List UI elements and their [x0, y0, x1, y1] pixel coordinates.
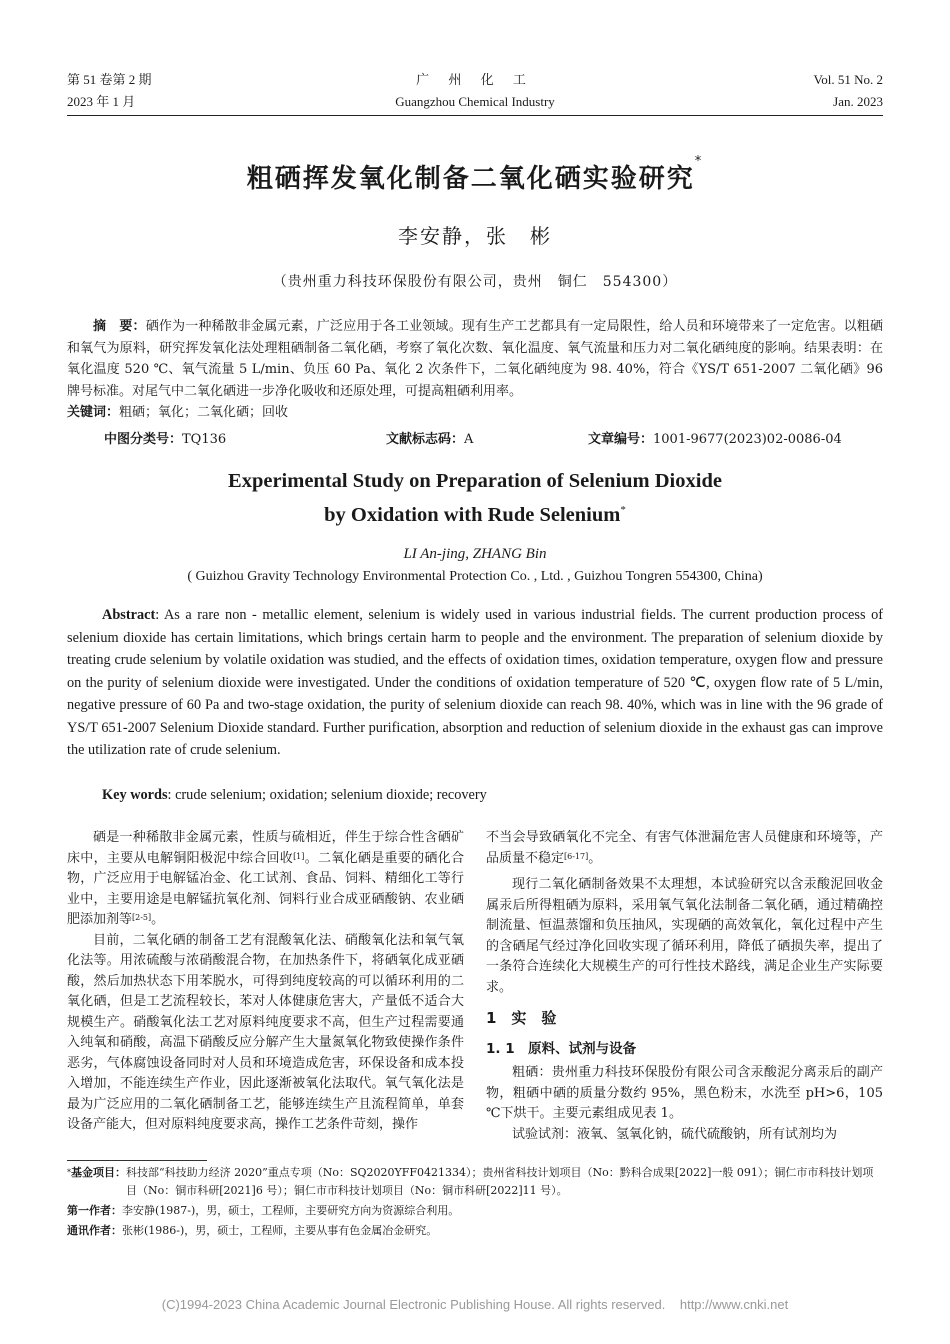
body-paragraph: 目前，二氧化硒的制备工艺有混酸氧化法、硝酸氧化法和氧气氧化法等。用浓硫酸与浓硝酸混合物，在加热条件下，将硒氧化成亚硒酸，然后加热状态下用苯脱水，可得到纯度较高的可以循环利用的二氧化硒，但是工艺流程较长，苯对人体健康危害大，产量低不适合大规模生产。硝酸氧化法工艺对原料纯度要求不高，但生产过程需要通入纯氧和硝酸，高温下硝酸反应分解产生大量氮氧化物致使操作条件恶劣，气体腐蚀设备同时对人员和环境造成危害，环保设备和成本投入增加，不能连续生产作业，因此逐渐被氧化法取代。氧气氧化法是最为广泛应用的二氧化硒制备工艺，能够连续生产且流程简单，单套设备产能大，但对原料纯度要求高，操作工艺条件苛刻，操作: [67, 932, 464, 1132]
body-paragraph: 试验试剂：液氧、氢氧化钠，硫代硫酸钠，所有试剂均为: [512, 1126, 838, 1142]
footnote-first-author-label: 第一作者：: [67, 1204, 122, 1217]
document-code: [386, 428, 473, 447]
keywords-en: [67, 784, 883, 807]
article-number-value: 1001-9677(2023)02-0086-04: [653, 432, 842, 447]
abstract-en: [67, 604, 883, 762]
footnote-funding-label: 基金项目：: [71, 1166, 126, 1179]
header-right-line2: Jan. 2023: [833, 94, 883, 109]
document-code-label: 文献标志码：: [386, 432, 465, 447]
body-right-column: [486, 828, 883, 1145]
body-paragraph: 粗硒：贵州重力科技环保股份有限公司含汞酸泥分离汞后的副产物，粗硒中硒的质量分数约 95%，黑色粉末，水洗至 pH>6，105 ℃下烘干。主要元素组成见表 1。: [486, 1065, 883, 1121]
footnote-first-author-text: 李安静(1987-)，男，硕士，工程师，主要研究方向为资源综合利用。: [122, 1204, 460, 1217]
body-text: 不当会导致硒氧化不完全、有害气体泄漏危害人员健康和环境等，产品质量不稳定: [486, 830, 883, 866]
body-text: 。: [151, 912, 165, 927]
header-volume-en: [633, 69, 883, 113]
abstract-zh-text: 硒作为一种稀散非金属元素，广泛应用于各工业领域。现有生产工艺都具有一定局限性，给人员和环境带来了一定危害。以粗硒和氧气为原料，研究挥发氧化法处理粗硒制备二氧化硒，考察了氧化次数、氧化温度、氧气流量和压力对二氧化硒纯度的影响。结果表明：在氧化温度 520 ℃、氧气流量 5 L/min、负压 60 Pa、氧化 2 次条件下，二氧化硒纯度为 98. 40%，符合《YS/T 651-2007 二氧化硒》96 牌号标准。对尾气中二氧化硒进一步净化吸收和还原处理，可提高粗硒利用率。: [67, 319, 883, 399]
abstract-zh: [67, 316, 883, 402]
title-en-line2: by Oxidation with Rude Selenium: [324, 503, 621, 526]
article-number-label: 文章编号：: [588, 432, 654, 447]
body-text: 。二氧化硒是重要的硒化合物，广泛应用于电解锰冶金、化工试剂、食品、饲料、精细化工等行业中，主要用途是电解锰抗氧化剂、饲料行业合成亚硒酸钠、农业硒肥添加剂等: [67, 850, 464, 927]
copyright-notice: (C)1994-2023 China Academic Journal Electronic Publishing House. All rights reserved. http://www.cnki.net: [161, 1297, 789, 1312]
header-left-line2: 2023 年 1 月: [67, 94, 136, 109]
header-journal-name: [325, 69, 625, 113]
clc-number: [104, 428, 226, 447]
title-en-line1: Experimental Study on Preparation of Selenium Dioxide: [228, 470, 722, 492]
footnote-first-author: [67, 1202, 883, 1220]
keywords-en-label: Key words: [102, 787, 168, 803]
abstract-en-label: Abstract: [102, 607, 156, 623]
header-rule: [67, 115, 883, 116]
header-journal-zh: 广 州 化 工: [416, 72, 534, 87]
keywords-zh-text: 粗硒；氧化；二氧化硒；回收: [119, 405, 289, 420]
title-en-footnote-mark: *: [620, 504, 626, 516]
footnote-rule: [67, 1160, 207, 1161]
affiliation-en: ( Guizhou Gravity Technology Environmental Protection Co. , Ltd. , Guizhou Tongren 554300, China): [187, 569, 763, 584]
title-zh-text: 粗硒挥发氧化制备二氧化硒实验研究: [246, 164, 695, 194]
clc-label: 中图分类号：: [104, 432, 183, 447]
body-left-column: [67, 828, 464, 1136]
authors-zh: 李安静，张 彬: [398, 224, 552, 248]
header-right-line1: Vol. 51 No. 2: [813, 72, 883, 87]
header-journal-en: Guangzhou Chemical Industry: [395, 94, 555, 109]
header-volume-issue: [67, 69, 152, 113]
footnotes: [67, 1164, 883, 1240]
header-left-line1: 第 51 卷第 2 期: [67, 72, 152, 87]
body-text: 硒是一种稀散非金属元素，性质与硫相近，伴生于综合性含硒矿床中，主要从电解铜阳极泥中综合回收: [67, 830, 464, 866]
footnote-corresponding-author: [67, 1222, 883, 1240]
abstract-en-text: : As a rare non - metallic element, selenium is widely used in various industrial fields. The current production process of selenium dioxide has certain limitations, which brings certain harm to people and the environment. The preparation of selenium dioxide by treating crude selenium by volatile oxidation was studied, and the effects of oxidation times, oxidation temperature, oxygen flow and pressure on the purity of selenium dioxide were investigated. Under the conditions of oxidation temperature of 520 ℃, oxygen flow rate of 5 L/min, negative pressure of 60 Pa and two-stage oxidation, the purity of selenium dioxide can reach 98. 40%, which was in line with the 96 grade of YS/T 651-2007 Selenium Dioxide standard. Further purification, absorption and reduction of selenium dioxide in the exhaust gas can improve the utilization rate of crude selenium.: [67, 607, 883, 758]
footnote-mark: *: [67, 1168, 71, 1177]
document-code-value: A: [464, 432, 474, 447]
subsection-heading-materials: 1. 1 原料、试剂与设备: [486, 1040, 637, 1057]
abstract-zh-label: 摘 要：: [93, 319, 146, 334]
footnote-corresponding-author-text: 张彬(1986-)，男，硕士，工程师，主要从事有色金属冶金研究。: [122, 1224, 438, 1237]
citation-ref: [2-5]: [132, 913, 152, 922]
citation-ref: [6-17]: [564, 851, 589, 861]
affiliation-zh: （贵州重力科技环保股份有限公司，贵州 铜仁 554300）: [272, 274, 678, 290]
body-paragraph: [486, 828, 883, 869]
footnote-corresponding-author-label: 通讯作者：: [67, 1224, 122, 1237]
footnote-funding: [67, 1164, 883, 1200]
authors-en: LI An-jing, ZHANG Bin: [403, 546, 547, 562]
body-paragraph: [67, 828, 464, 931]
article-number: [588, 428, 842, 447]
title-en: [0, 467, 950, 530]
clc-value: TQ136: [182, 432, 227, 447]
keywords-zh: [67, 402, 883, 424]
keywords-en-text: : crude selenium; oxidation; selenium dioxide; recovery: [167, 787, 487, 803]
section-heading-experiment: 1 实 验: [486, 1009, 557, 1027]
title-footnote-mark: *: [694, 154, 704, 169]
citation-ref: [1]: [293, 851, 305, 861]
body-paragraph: 现行二氧化硒制备效果不太理想，本试验研究以含汞酸泥回收金属汞后所得粗硒为原料，采用氧气氧化法制备二氧化硒，通过精确控制流量、恒温蒸馏和负压抽风，实现硒的高效氧化，氧化过程中产生的含硒尾气经过净化回收实现了循环利用，降低了硒损失率，提出了一条符合连续化大规模生产的可行性技术路线，满足企业生产实际要求。: [486, 877, 883, 995]
body-text: 。: [588, 850, 602, 866]
footnote-funding-text: 科技部“科技助力经济 2020”重点专项（No：SQ2020YFF0421334）；贵州省科技计划项目（No：黔科合成果[2022]一般 091）；铜仁市市科技计划项目（No：铜市科研[2021]6 号）；铜仁市市科技计划项目（No：铜市科研[2022]11 号）。: [126, 1166, 874, 1197]
title-zh: [0, 154, 950, 195]
keywords-zh-label: 关键词：: [67, 405, 120, 420]
